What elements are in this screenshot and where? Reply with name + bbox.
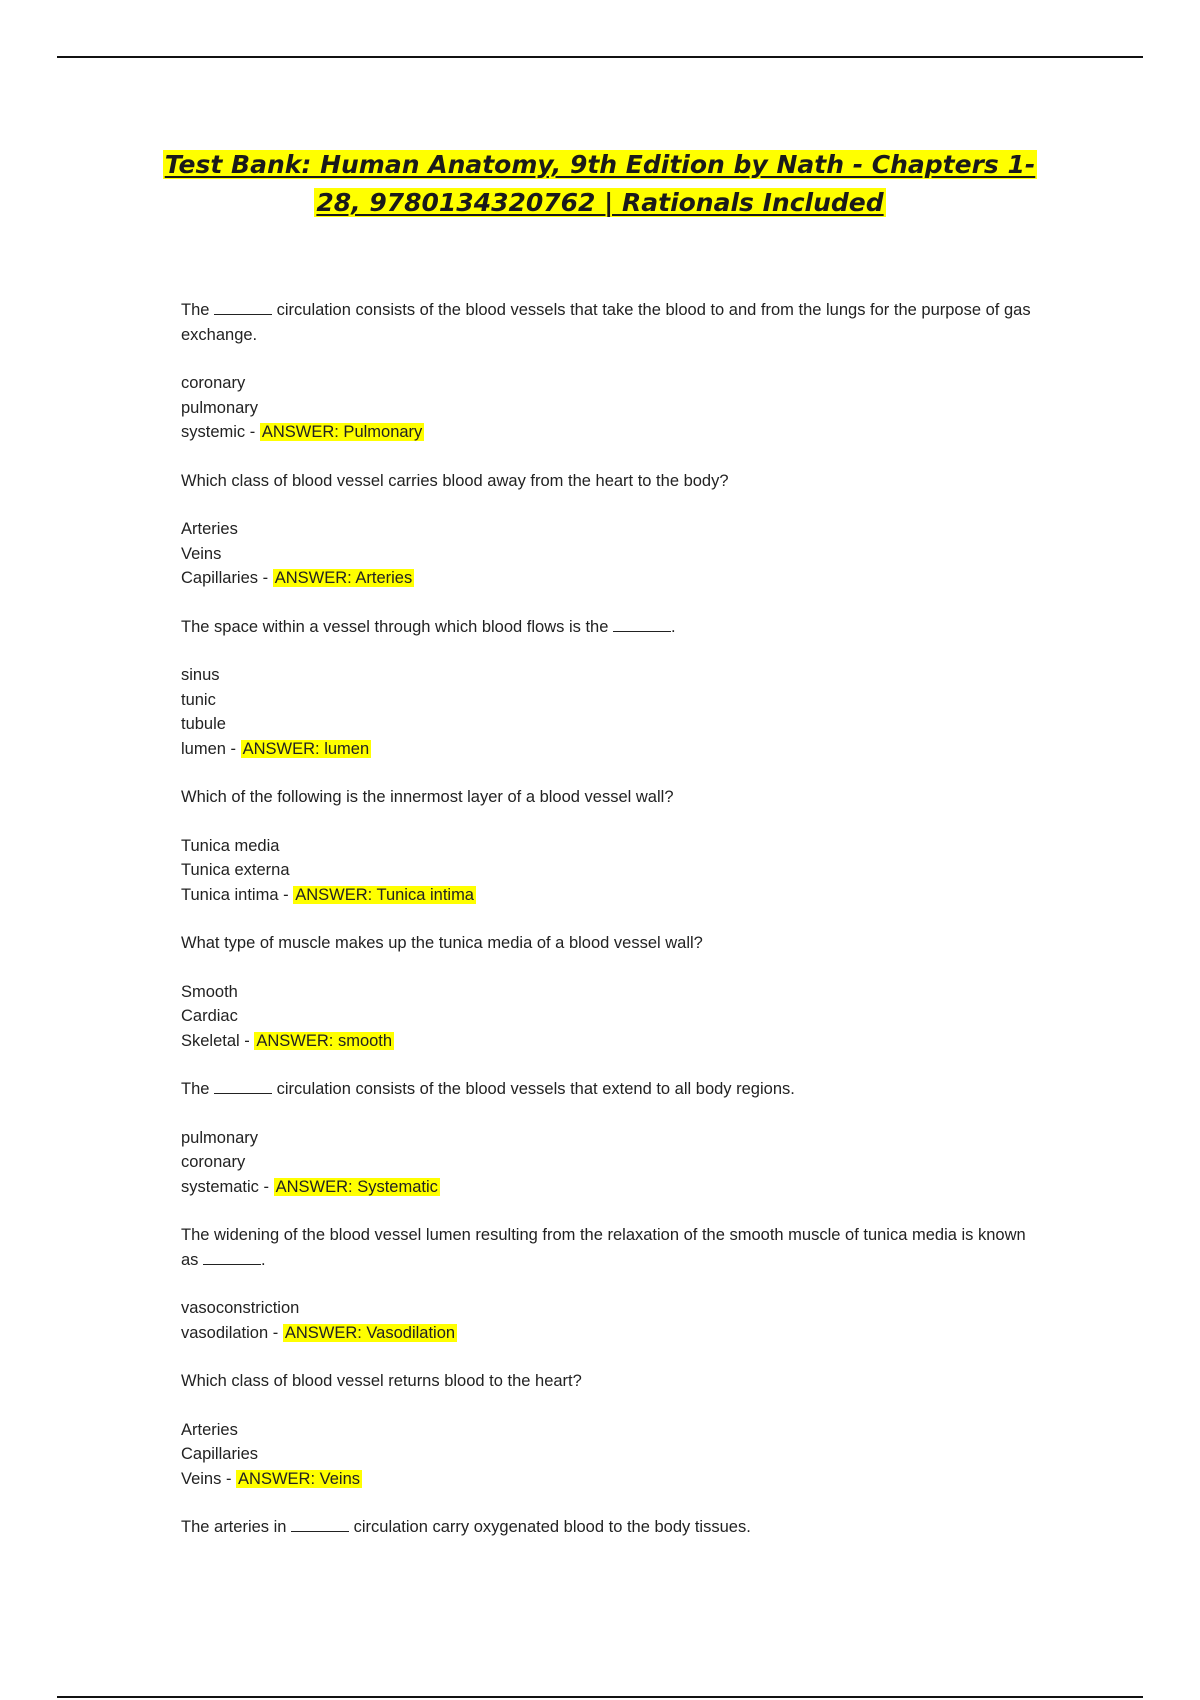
option-text: Capillaries — [181, 569, 259, 587]
option-text: Veins — [181, 1469, 222, 1488]
fill-in-blank — [203, 1250, 261, 1265]
title-line-2: 28, 9780134320762 | Rationals Included — [316, 188, 884, 217]
option-item — [181, 663, 1031, 688]
question-text-start: The — [181, 301, 215, 319]
question-text-end: . — [261, 1250, 266, 1269]
answer-options — [181, 834, 1031, 908]
option-item — [181, 688, 1031, 713]
option-item: Skeletal - ANSWER: smooth — [181, 1031, 393, 1050]
option-text: systematic — [181, 1177, 259, 1196]
option-text: vasoconstriction — [181, 1299, 300, 1317]
answer-options — [181, 517, 1031, 591]
answer-options — [181, 663, 1031, 761]
option-item — [181, 542, 1031, 567]
answer-options — [181, 1418, 1031, 1492]
option-item — [181, 396, 1031, 421]
question-block — [181, 1223, 1031, 1345]
option-item — [181, 1418, 1031, 1443]
option-item — [181, 858, 1031, 883]
option-text: Tunica externa — [181, 861, 290, 879]
option-text: vasodilation — [181, 1323, 269, 1342]
answer-highlight: ANSWER: smooth — [256, 1031, 393, 1050]
footer-rule — [57, 1696, 1143, 1698]
option-text: systemic — [181, 423, 246, 441]
header-rule — [57, 56, 1143, 58]
answer-options — [181, 980, 1031, 1054]
title-line-1: Test Bank: Human Anatomy, 9th Edition by Nath - Chapters 1- — [164, 150, 1036, 179]
option-text: Skeletal — [181, 1031, 240, 1050]
option-item — [181, 517, 1031, 542]
answer-highlight: ANSWER: Arteries — [274, 569, 413, 587]
option-item: Capillaries - ANSWER: Arteries — [181, 569, 413, 587]
fill-in-blank — [291, 1517, 349, 1532]
question-text — [181, 298, 1031, 347]
option-item — [181, 834, 1031, 859]
option-text: Arteries — [181, 1420, 238, 1439]
question-text-start: The — [181, 1080, 215, 1098]
option-item — [181, 1296, 1031, 1321]
question-text — [181, 1077, 1031, 1102]
option-text: pulmonary — [181, 1128, 259, 1147]
option-text: sinus — [181, 666, 220, 684]
question-block — [181, 785, 1031, 907]
answer-options — [181, 371, 1031, 445]
answer-highlight: ANSWER: Vasodilation — [284, 1323, 456, 1342]
option-text: tubule — [181, 715, 226, 733]
option-text: Tunica intima — [181, 885, 279, 904]
answer-highlight: ANSWER: Tunica intima — [295, 885, 474, 904]
option-text: Tunica media — [181, 836, 280, 855]
question-text-start: The arteries in — [181, 1518, 292, 1536]
question-text-start: Which class of blood vessel returns blood to the heart? — [181, 1372, 582, 1390]
question-block — [181, 931, 1031, 1053]
question-text — [181, 931, 1031, 956]
question-text-end: circulation consists of the blood vessels that extend to all body regions. — [272, 1080, 795, 1098]
option-item — [181, 1126, 1031, 1151]
question-block — [181, 615, 1031, 762]
answer-highlight: ANSWER: lumen — [242, 739, 370, 758]
option-item: vasodilation - ANSWER: Vasodilation — [181, 1323, 456, 1342]
option-item — [181, 1150, 1031, 1175]
answer-highlight: ANSWER: Veins — [238, 1469, 361, 1488]
option-item — [181, 980, 1031, 1005]
question-text-end: circulation carry oxygenated blood to the body tissues. — [349, 1518, 751, 1536]
option-text: Cardiac — [181, 1007, 238, 1025]
answer-options — [181, 1126, 1031, 1200]
option-item: systematic - ANSWER: Systematic — [181, 1177, 438, 1196]
question-text-start: Which class of blood vessel carries blood away from the heart to the body? — [181, 471, 729, 490]
option-item: lumen - ANSWER: lumen — [181, 739, 370, 758]
question-text-end: . — [670, 617, 676, 636]
option-text: coronary — [181, 374, 246, 392]
question-block — [181, 298, 1031, 445]
option-text: lumen — [181, 739, 226, 758]
question-text-start: Which of the following is the innermost layer of a blood vessel wall? — [181, 788, 674, 806]
question-text-start: The space within a vessel through which blood flows is the — [181, 617, 613, 636]
question-block — [181, 1369, 1031, 1491]
option-text: tunic — [181, 690, 216, 709]
fill-in-blank — [613, 617, 671, 632]
fill-in-blank — [214, 300, 272, 315]
option-item: Tunica intima - ANSWER: Tunica intima — [181, 885, 474, 904]
question-text — [181, 785, 1031, 810]
question-block — [181, 1515, 1031, 1540]
option-text: Smooth — [181, 982, 238, 1001]
question-text-start: The widening of the blood vessel lumen resulting from the relaxation of the smooth muscle of tunica media is known as — [181, 1226, 1026, 1269]
question-text — [181, 1515, 1031, 1540]
option-text: Arteries — [181, 520, 238, 538]
question-text — [181, 615, 1031, 640]
question-text-end: circulation consists of the blood vessels that take the blood to and from the lungs for the purpose of gas exchange. — [181, 301, 1031, 344]
document-title — [120, 146, 1080, 222]
fill-in-blank — [214, 1079, 272, 1094]
option-item — [181, 712, 1031, 737]
option-text: coronary — [181, 1153, 246, 1171]
option-item — [181, 1004, 1031, 1029]
option-text: Capillaries — [181, 1445, 259, 1463]
answer-options — [181, 1296, 1031, 1345]
question-text — [181, 1223, 1031, 1272]
option-item — [181, 1442, 1031, 1467]
answer-highlight: ANSWER: Pulmonary — [261, 423, 423, 441]
option-item: systemic - ANSWER: Pulmonary — [181, 423, 423, 441]
question-list — [181, 298, 1031, 1540]
option-item: Veins - ANSWER: Veins — [181, 1469, 361, 1488]
question-text — [181, 1369, 1031, 1394]
question-block — [181, 1077, 1031, 1199]
option-item — [181, 371, 1031, 396]
question-text — [181, 469, 1031, 494]
answer-highlight: ANSWER: Systematic — [275, 1177, 438, 1196]
question-block — [181, 469, 1031, 591]
question-text-start: What type of muscle makes up the tunica media of a blood vessel wall? — [181, 934, 703, 952]
option-text: Veins — [181, 544, 222, 563]
option-text: pulmonary — [181, 398, 259, 417]
